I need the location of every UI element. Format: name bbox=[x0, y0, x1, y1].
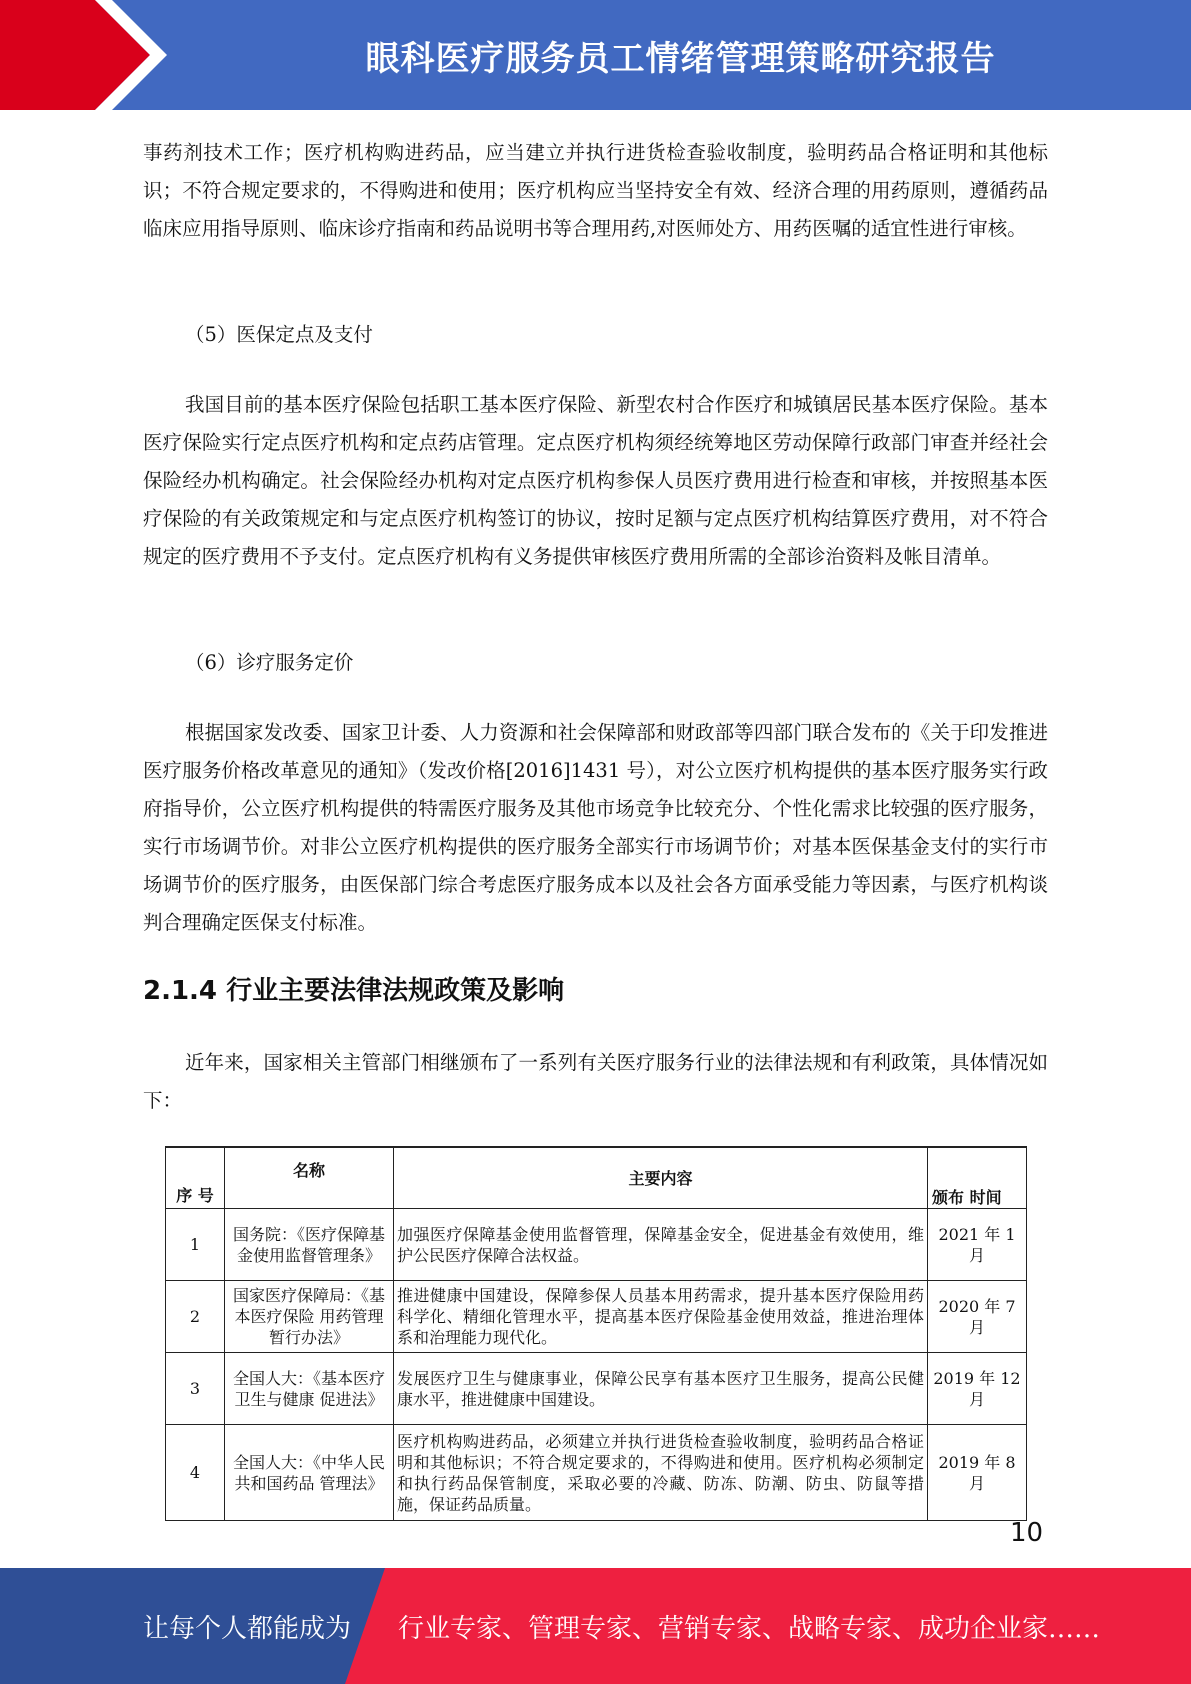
row-date: 2021 年 1 月 bbox=[928, 1209, 1027, 1281]
paragraph-pricing: 根据国家发改委、国家卫计委、人力资源和社会保障部和财政部等四部门联合发布的《关于印发推进医疗服务价格改革意见的通知》（发改价格[2016]1431 号），对公立医疗机构提供的基本医疗服务实行政府指导价，公立医疗机构提供的特需医疗服务及其他市场竞争比较充分、个性化需求比较强的医疗服务，实行市场调节价。对非公立医疗机构提供的医疗服务全部实行市场调节价；对基本医保基金支付的实行市场调节价的医疗服务，由医保部门综合考虑医疗服务成本以及社会各方面承受能力等因素，与医疗机构谈判合理确定医保支付标准。 bbox=[143, 721, 1048, 934]
row-no: 3 bbox=[166, 1353, 225, 1425]
footer-slogan-left: 让每个人都能成为 bbox=[143, 1613, 352, 1644]
row-no: 2 bbox=[166, 1281, 225, 1353]
table-row bbox=[166, 1209, 1027, 1281]
row-content: 发展医疗卫生与健康事业，保障公民享有基本医疗卫生服务，提高公民健康水平，推进健康中国建设。 bbox=[394, 1353, 928, 1425]
header-content: 主要内容 bbox=[394, 1147, 928, 1209]
paragraph-intro: 近年来，国家相关主管部门相继颁布了一系列有关医疗服务行业的法律法规和有利政策，具体情况如下： bbox=[143, 1051, 1048, 1112]
row-no: 4 bbox=[166, 1425, 225, 1521]
table-row bbox=[166, 1353, 1027, 1425]
row-name: 国家医疗保障局：《基本医疗保险 用药管理暂行办法》 bbox=[225, 1281, 394, 1353]
page-footer bbox=[0, 1568, 1191, 1684]
row-name: 全国人大：《中华人民共和国药品 管理法》 bbox=[225, 1425, 394, 1521]
body-paragraph-1 bbox=[143, 134, 1048, 248]
row-content: 加强医疗保障基金使用监督管理，保障基金安全，促进基金有效使用，维护公民医疗保障合法权益。 bbox=[394, 1209, 928, 1281]
page-number: 10 bbox=[1010, 1518, 1044, 1548]
table-row bbox=[166, 1281, 1027, 1353]
row-no: 1 bbox=[166, 1209, 225, 1281]
paragraph-pharmacy: 事药剂技术工作；医疗机构购进药品，应当建立并执行进货检查验收制度，验明药品合格证明和其他标识；不符合规定要求的，不得购进和使用；医疗机构应当坚持安全有效、经济合理的用药原则，遵循药品临床应用指导原则、临床诊疗指南和药品说明书等合理用药,对医师处方、用药医嘱的适宜性进行审核。 bbox=[143, 141, 1048, 240]
subheading-medical-insurance: （5）医保定点及支付 bbox=[185, 323, 373, 346]
row-name: 全国人大：《基本医疗卫生与健康 促进法》 bbox=[225, 1353, 394, 1425]
row-name: 国务院：《医疗保障基金使用监督管理条》 bbox=[225, 1209, 394, 1281]
header-name: 名称 bbox=[225, 1147, 394, 1209]
row-content: 推进健康中国建设，保障参保人员基本用药需求，提升基本医疗保险用药科学化、精细化管理水平，提高基本医疗保险基金使用效益，推进治理体系和治理能力现代化。 bbox=[394, 1281, 928, 1353]
page-header bbox=[0, 0, 1191, 110]
header-no: 序 号 bbox=[166, 1147, 225, 1209]
footer-slogan-right: 行业专家、管理专家、营销专家、战略专家、成功企业家…… bbox=[398, 1613, 1101, 1644]
row-date: 2019 年 12 月 bbox=[928, 1353, 1027, 1425]
row-date: 2019 年 8 月 bbox=[928, 1425, 1027, 1521]
table-header-row bbox=[166, 1147, 1027, 1209]
subheading-pricing: （6）诊疗服务定价 bbox=[185, 651, 354, 674]
paragraph-medical-insurance: 我国目前的基本医疗保险包括职工基本医疗保险、新型农村合作医疗和城镇居民基本医疗保险。基本医疗保险实行定点医疗机构和定点药店管理。定点医疗机构须经统筹地区劳动保障行政部门审查并经社会保险经办机构确定。社会保险经办机构对定点医疗机构参保人员医疗费用进行检查和审核，并按照基本医疗保险的有关政策规定和与定点医疗机构签订的协议，按时足额与定点医疗机构结算医疗费用，对不符合规定的医疗费用不予支付。定点医疗机构有义务提供审核医疗费用所需的全部诊治资料及帐目清单。 bbox=[143, 393, 1048, 568]
table-row bbox=[166, 1425, 1027, 1521]
page-title: 眼科医疗服务员工情绪管理策略研究报告 bbox=[365, 38, 996, 79]
row-content: 医疗机构购进药品，必须建立并执行进货检查验收制度，验明药品合格证明和其他标识；不符合规定要求的，不得购进和使用。医疗机构必须制定和执行药品保管制度，采取必要的冷藏、防冻、防潮、防虫、防鼠等措施，保证药品质量。 bbox=[394, 1425, 928, 1521]
laws-table bbox=[165, 1146, 1027, 1521]
header-date: 颁布 时间 bbox=[928, 1147, 1027, 1209]
section-title: 2.1.4 行业主要法律法规政策及影响 bbox=[143, 976, 565, 1006]
row-date: 2020 年 7 月 bbox=[928, 1281, 1027, 1353]
